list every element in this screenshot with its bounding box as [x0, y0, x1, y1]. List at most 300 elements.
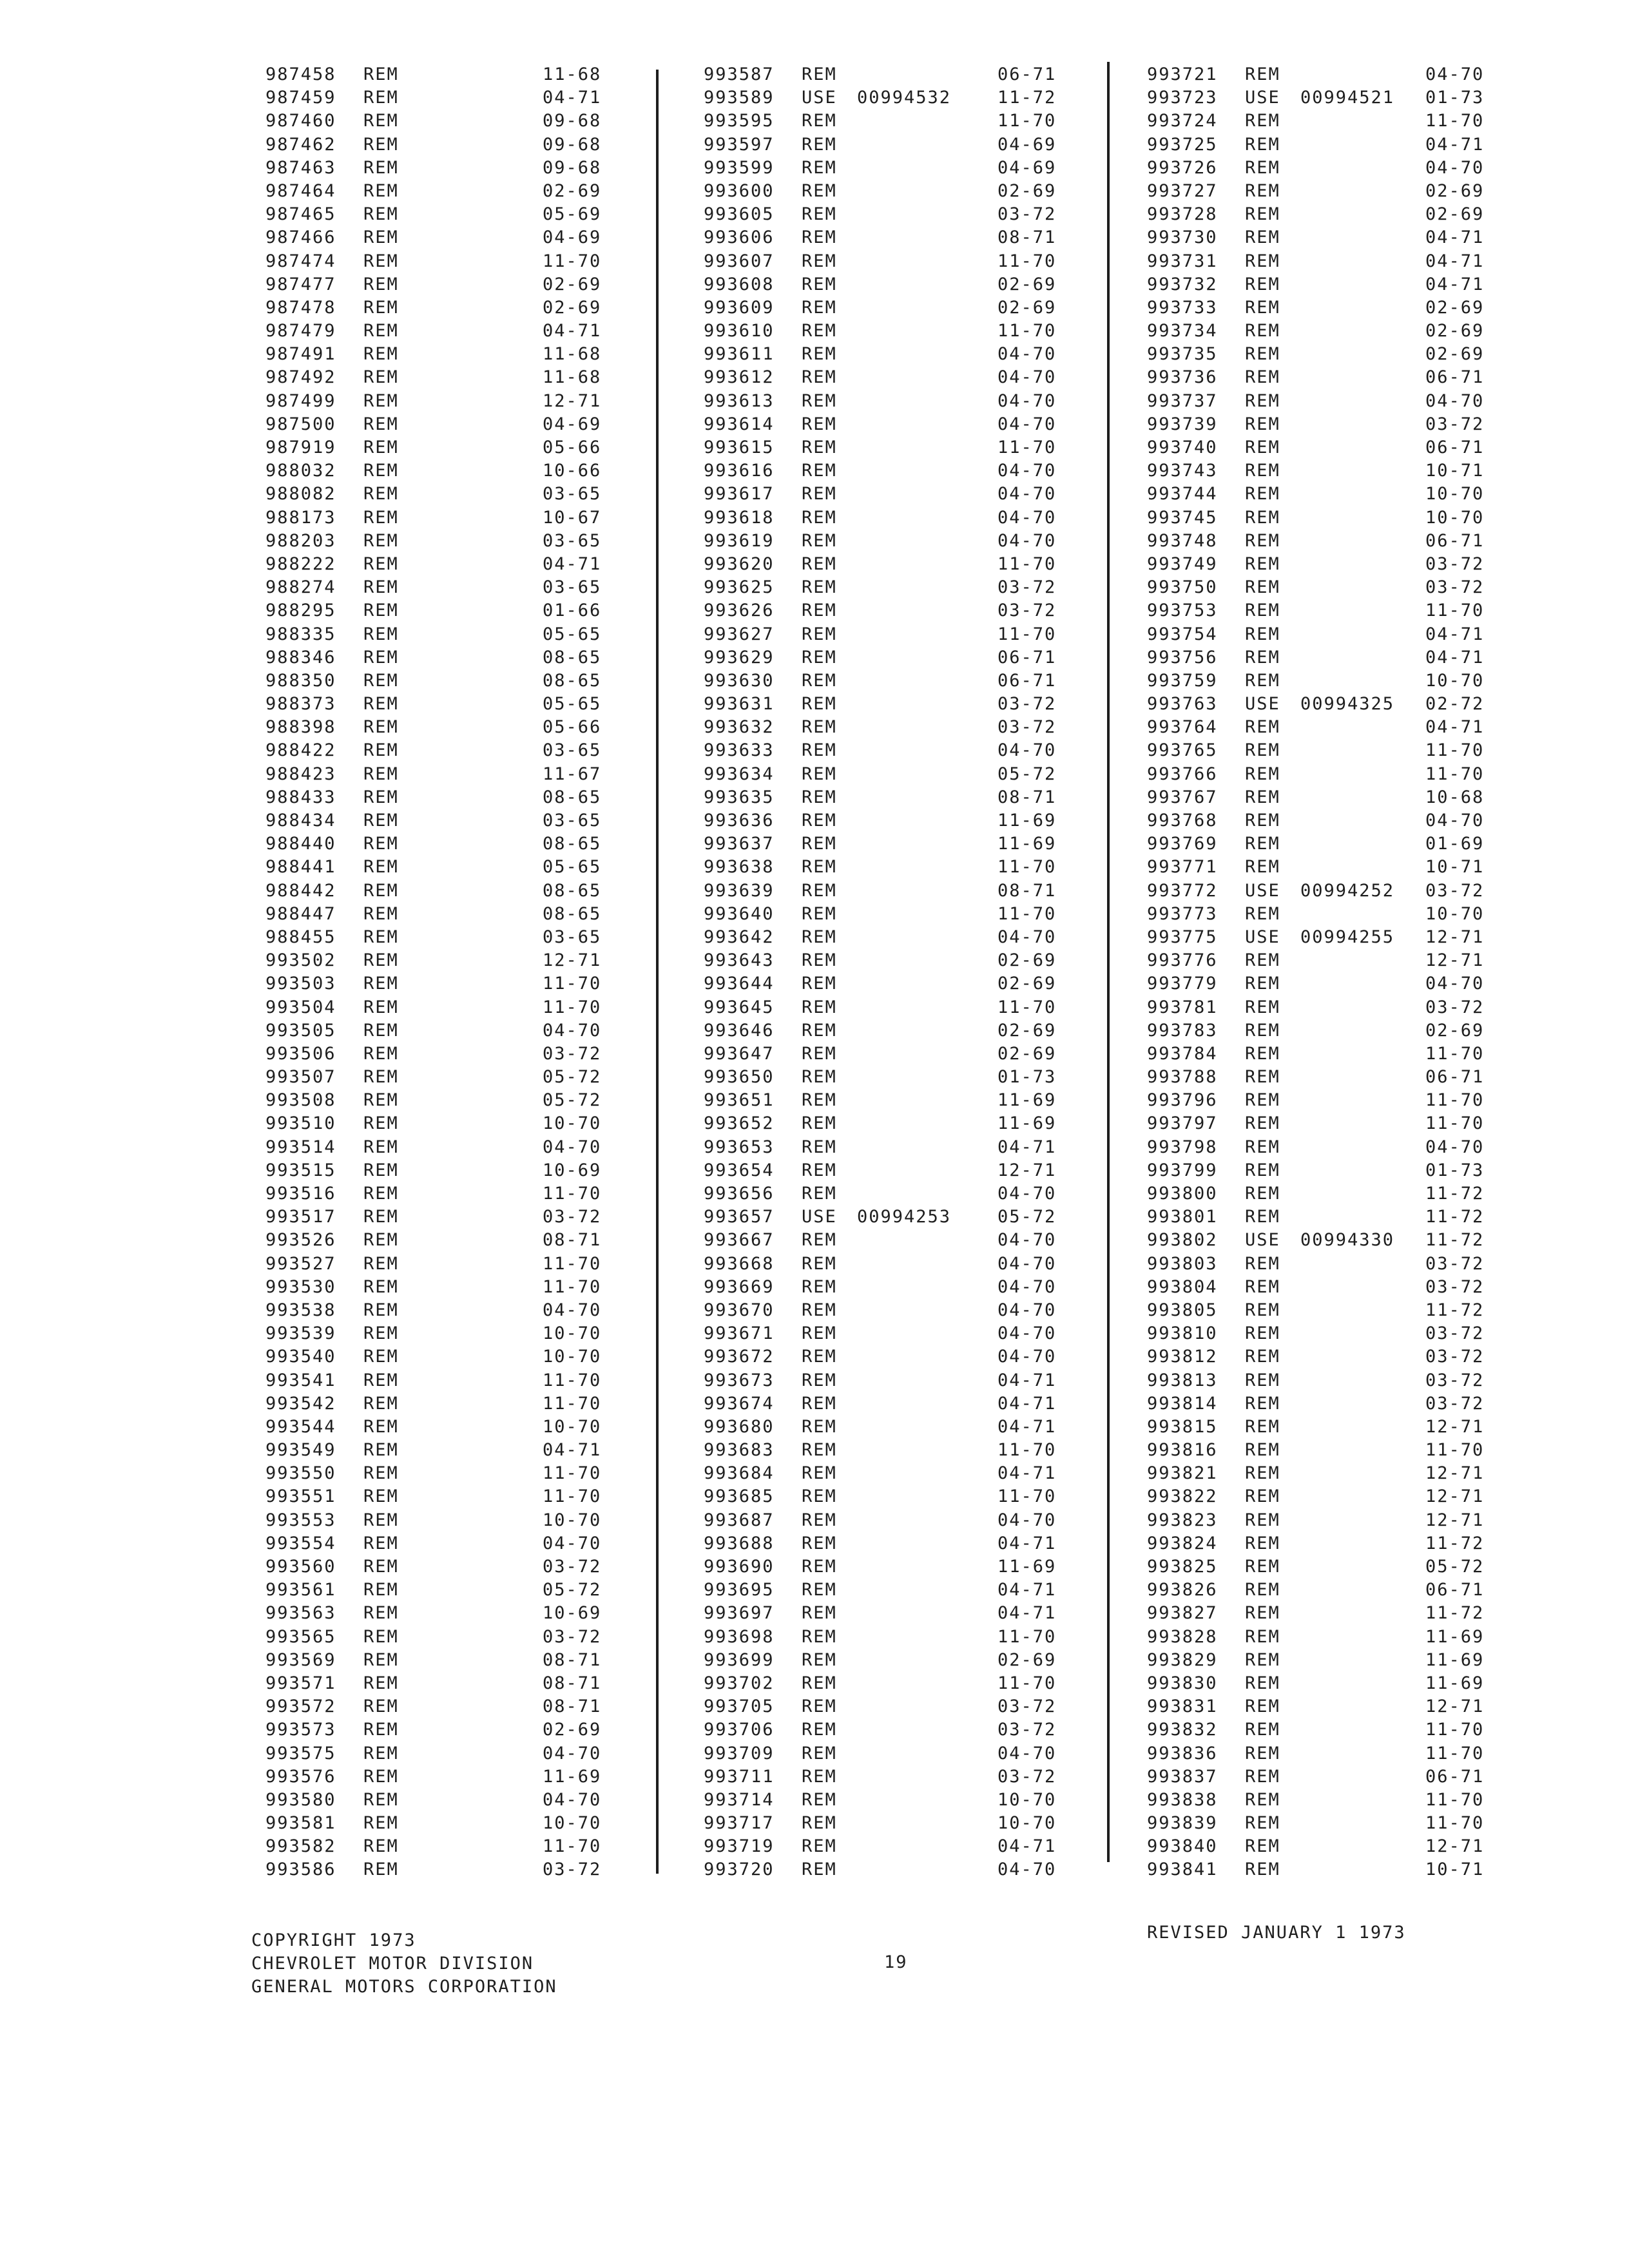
part-row — [1147, 832, 1508, 856]
date-code: 11-72 — [1425, 1230, 1485, 1251]
part-number: 993630 — [704, 670, 775, 691]
part-row — [265, 1136, 633, 1159]
part-number: 993695 — [704, 1580, 775, 1600]
part-row — [1147, 296, 1508, 320]
date-code: 04-70 — [998, 1300, 1057, 1320]
part-row — [1147, 1602, 1508, 1625]
status-code: REM — [802, 1463, 837, 1484]
part-number: 993749 — [1147, 553, 1218, 574]
part-row — [1147, 716, 1508, 739]
part-number: 993744 — [1147, 484, 1218, 505]
part-row — [265, 226, 633, 249]
date-code: 02-69 — [1425, 180, 1485, 201]
part-row — [1147, 1253, 1508, 1276]
date-code: 06-71 — [1425, 1766, 1485, 1787]
replacement-part-number: 00994532 — [857, 88, 952, 108]
status-code: USE — [1245, 1230, 1280, 1251]
part-number: 993766 — [1147, 764, 1218, 784]
part-number: 987499 — [265, 390, 336, 411]
part-number: 993587 — [704, 64, 775, 84]
page-number: 19 — [884, 1952, 908, 1972]
status-code: REM — [1245, 1043, 1280, 1064]
status-code: REM — [802, 903, 837, 924]
part-number: 988423 — [265, 764, 336, 784]
date-code: 05-72 — [543, 1090, 602, 1111]
part-number: 993764 — [1147, 717, 1218, 738]
part-list-column-2 — [704, 63, 1080, 1882]
part-number: 993508 — [265, 1090, 336, 1111]
date-code: 11-69 — [998, 1557, 1057, 1577]
date-code: 11-70 — [998, 1626, 1057, 1647]
date-code: 10-67 — [543, 507, 602, 528]
part-number: 993517 — [265, 1207, 336, 1227]
status-code: REM — [1245, 1789, 1280, 1810]
part-number: 993502 — [265, 950, 336, 971]
part-row — [704, 972, 1080, 995]
status-code: REM — [802, 507, 837, 528]
part-row — [1147, 343, 1508, 366]
date-code: 08-71 — [998, 787, 1057, 807]
part-number: 993824 — [1147, 1533, 1218, 1553]
part-row — [704, 693, 1080, 716]
date-code: 04-71 — [1425, 717, 1485, 738]
date-code: 02-69 — [543, 297, 602, 318]
part-number: 993657 — [704, 1207, 775, 1227]
part-row — [1147, 203, 1508, 226]
part-number: 993576 — [265, 1766, 336, 1787]
part-row — [265, 786, 633, 809]
part-number: 993767 — [1147, 787, 1218, 807]
status-code: REM — [363, 134, 399, 155]
part-row — [1147, 553, 1508, 576]
part-row — [265, 669, 633, 693]
status-code: REM — [802, 647, 837, 668]
status-code: REM — [1245, 601, 1280, 621]
date-code: 06-71 — [1425, 437, 1485, 457]
part-number: 993554 — [265, 1533, 336, 1553]
status-code: REM — [363, 811, 399, 831]
date-code: 04-70 — [998, 530, 1057, 551]
part-row — [1147, 483, 1508, 506]
part-row — [1147, 1043, 1508, 1066]
status-code: REM — [363, 1789, 399, 1810]
status-code: REM — [802, 1557, 837, 1577]
date-code: 02-69 — [998, 950, 1057, 971]
part-row — [1147, 1579, 1508, 1602]
part-number: 993526 — [265, 1230, 336, 1251]
date-code: 05-72 — [543, 1580, 602, 1600]
part-row — [1147, 786, 1508, 809]
status-code: REM — [802, 997, 837, 1017]
part-row — [704, 1322, 1080, 1345]
replacement-part-number: 00994255 — [1300, 927, 1395, 947]
status-code: REM — [802, 1440, 837, 1461]
part-number: 988222 — [265, 553, 336, 574]
part-number: 988295 — [265, 601, 336, 621]
part-row — [704, 459, 1080, 483]
part-number: 993771 — [1147, 857, 1218, 878]
status-code: REM — [363, 1743, 399, 1763]
part-row — [265, 1206, 633, 1229]
status-code: REM — [802, 1300, 837, 1320]
part-row — [704, 1043, 1080, 1066]
part-number: 988350 — [265, 670, 336, 691]
part-number: 993507 — [265, 1067, 336, 1088]
part-number: 993737 — [1147, 390, 1218, 411]
part-row — [1147, 506, 1508, 530]
part-number: 993840 — [1147, 1836, 1218, 1857]
date-code: 03-72 — [998, 1696, 1057, 1717]
date-code: 04-70 — [998, 740, 1057, 761]
part-row — [1147, 320, 1508, 343]
date-code: 02-69 — [998, 180, 1057, 201]
date-code: 02-69 — [1425, 321, 1485, 341]
part-number: 993687 — [704, 1510, 775, 1530]
status-code: REM — [802, 64, 837, 84]
date-code: 12-71 — [1425, 1416, 1485, 1437]
status-code: REM — [802, 1090, 837, 1111]
date-code: 01-73 — [1425, 1160, 1485, 1180]
part-row — [704, 1369, 1080, 1392]
date-code: 11-72 — [1425, 1603, 1485, 1624]
part-row — [1147, 226, 1508, 249]
status-code: REM — [1245, 134, 1280, 155]
part-row — [1147, 1089, 1508, 1112]
date-code: 04-70 — [543, 1020, 602, 1041]
part-row — [265, 413, 633, 436]
part-row — [265, 366, 633, 389]
status-code: REM — [1245, 764, 1280, 784]
part-row — [704, 110, 1080, 133]
status-code: REM — [363, 484, 399, 505]
status-code: REM — [802, 880, 837, 901]
date-code: 04-71 — [998, 1603, 1057, 1624]
part-number: 993671 — [704, 1323, 775, 1344]
part-number: 993821 — [1147, 1463, 1218, 1484]
part-row — [265, 273, 633, 296]
date-code: 11-70 — [543, 1253, 602, 1274]
status-code: REM — [802, 390, 837, 411]
date-code: 11-72 — [1425, 1533, 1485, 1553]
status-code: REM — [802, 1626, 837, 1647]
part-number: 993805 — [1147, 1300, 1218, 1320]
status-code: REM — [802, 1603, 837, 1624]
part-row — [1147, 1416, 1508, 1439]
status-code: REM — [802, 1020, 837, 1041]
status-code: REM — [1245, 321, 1280, 341]
date-code: 04-70 — [998, 1184, 1057, 1204]
part-row — [265, 203, 633, 226]
part-row — [704, 1439, 1080, 1462]
status-code: REM — [1245, 484, 1280, 505]
date-code: 02-69 — [1425, 344, 1485, 365]
date-code: 04-70 — [1425, 157, 1485, 178]
part-row — [704, 226, 1080, 249]
date-code: 05-66 — [543, 717, 602, 738]
status-code: REM — [363, 111, 399, 131]
date-code: 11-70 — [998, 857, 1057, 878]
part-row — [265, 63, 633, 86]
status-code: REM — [363, 1626, 399, 1647]
status-code: REM — [1245, 974, 1280, 994]
date-code: 04-71 — [543, 553, 602, 574]
part-list-column-3 — [1147, 63, 1508, 1882]
part-row — [1147, 576, 1508, 599]
status-code: REM — [363, 880, 399, 901]
status-code: REM — [1245, 1696, 1280, 1717]
date-code: 05-65 — [543, 694, 602, 715]
status-code: REM — [802, 1370, 837, 1390]
status-code: REM — [363, 1836, 399, 1857]
part-number: 993561 — [265, 1580, 336, 1600]
date-code: 11-70 — [998, 437, 1057, 457]
status-code: REM — [802, 111, 837, 131]
status-code: REM — [802, 577, 837, 598]
part-number: 993831 — [1147, 1696, 1218, 1717]
date-code: 04-71 — [543, 88, 602, 108]
part-number: 993745 — [1147, 507, 1218, 528]
part-row — [265, 1229, 633, 1252]
date-code: 11-70 — [998, 997, 1057, 1017]
status-code: REM — [363, 344, 399, 365]
part-number: 993706 — [704, 1720, 775, 1740]
part-number: 993773 — [1147, 903, 1218, 924]
status-code: REM — [802, 484, 837, 505]
status-code: REM — [363, 1696, 399, 1717]
status-code: REM — [802, 1720, 837, 1740]
status-code: USE — [1245, 88, 1280, 108]
date-code: 03-72 — [998, 717, 1057, 738]
part-row — [1147, 1369, 1508, 1392]
date-code: 10-68 — [1425, 787, 1485, 807]
date-code: 10-70 — [1425, 484, 1485, 505]
status-code: REM — [1245, 64, 1280, 84]
status-code: REM — [1245, 647, 1280, 668]
status-code: REM — [363, 764, 399, 784]
date-code: 10-70 — [543, 1323, 602, 1344]
status-code: REM — [802, 1276, 837, 1297]
date-code: 11-70 — [1425, 111, 1485, 131]
part-number: 993540 — [265, 1347, 336, 1367]
part-number: 993832 — [1147, 1720, 1218, 1740]
part-row — [704, 1089, 1080, 1112]
part-row — [704, 530, 1080, 553]
part-row — [1147, 1485, 1508, 1508]
part-number: 993515 — [265, 1160, 336, 1180]
status-code: REM — [1245, 624, 1280, 644]
part-row — [704, 739, 1080, 762]
part-number: 993634 — [704, 764, 775, 784]
date-code: 04-69 — [998, 134, 1057, 155]
part-row — [704, 1182, 1080, 1206]
part-row — [265, 436, 633, 459]
part-number: 993544 — [265, 1416, 336, 1437]
part-row — [1147, 1019, 1508, 1043]
status-code: REM — [1245, 297, 1280, 318]
status-code: REM — [363, 390, 399, 411]
date-code: 12-71 — [1425, 927, 1485, 947]
part-number: 987466 — [265, 227, 336, 248]
part-number: 988335 — [265, 624, 336, 644]
part-row — [265, 646, 633, 669]
part-row — [265, 1649, 633, 1672]
status-code: REM — [802, 1673, 837, 1693]
part-row — [265, 530, 633, 553]
part-row — [704, 273, 1080, 296]
part-row — [265, 599, 633, 622]
part-number: 993748 — [1147, 530, 1218, 551]
part-number: 993600 — [704, 180, 775, 201]
date-code: 10-70 — [1425, 507, 1485, 528]
date-code: 05-69 — [543, 204, 602, 225]
part-number: 993753 — [1147, 601, 1218, 621]
part-number: 987492 — [265, 367, 336, 388]
part-row — [1147, 972, 1508, 995]
part-row — [265, 1182, 633, 1206]
part-row — [1147, 1765, 1508, 1789]
status-code: REM — [1245, 1649, 1280, 1670]
status-code: REM — [1245, 1440, 1280, 1461]
status-code: REM — [363, 437, 399, 457]
date-code: 06-71 — [998, 670, 1057, 691]
part-row — [265, 1812, 633, 1835]
part-row — [265, 903, 633, 926]
date-code: 04-70 — [998, 367, 1057, 388]
part-row — [704, 1066, 1080, 1089]
date-code: 03-72 — [1425, 577, 1485, 598]
date-code: 08-71 — [543, 1673, 602, 1693]
part-row — [704, 1602, 1080, 1625]
date-code: 04-70 — [1425, 1137, 1485, 1157]
status-code: REM — [802, 1510, 837, 1530]
status-code: REM — [363, 670, 399, 691]
status-code: REM — [1245, 1323, 1280, 1344]
status-code: REM — [1245, 1020, 1280, 1041]
part-row — [1147, 273, 1508, 296]
date-code: 04-71 — [998, 1416, 1057, 1437]
part-number: 993781 — [1147, 997, 1218, 1017]
date-code: 11-70 — [1425, 1090, 1485, 1111]
date-code: 08-65 — [543, 834, 602, 854]
status-code: REM — [1245, 1347, 1280, 1367]
division-line: CHEVROLET MOTOR DIVISION — [251, 1954, 534, 1974]
part-row — [265, 157, 633, 180]
date-code: 04-70 — [543, 1789, 602, 1810]
part-row — [1147, 63, 1508, 86]
part-row — [704, 1579, 1080, 1602]
date-code: 04-69 — [543, 414, 602, 434]
part-number: 993642 — [704, 927, 775, 947]
date-code: 04-71 — [1425, 647, 1485, 668]
part-number: 993652 — [704, 1113, 775, 1134]
status-code: REM — [802, 1230, 837, 1251]
part-row — [1147, 903, 1508, 926]
part-number: 993680 — [704, 1416, 775, 1437]
status-code: REM — [363, 1649, 399, 1670]
part-number: 993804 — [1147, 1276, 1218, 1297]
date-code: 11-70 — [1425, 1720, 1485, 1740]
part-number: 993549 — [265, 1440, 336, 1461]
part-number: 993719 — [704, 1836, 775, 1857]
part-row — [704, 1555, 1080, 1579]
part-row — [704, 553, 1080, 576]
part-row — [1147, 1206, 1508, 1229]
part-number: 993599 — [704, 157, 775, 178]
status-code: REM — [802, 1184, 837, 1204]
part-number: 993505 — [265, 1020, 336, 1041]
status-code: REM — [802, 414, 837, 434]
part-number: 993608 — [704, 274, 775, 294]
part-row — [704, 1835, 1080, 1858]
part-number: 993798 — [1147, 1137, 1218, 1157]
part-row — [704, 949, 1080, 972]
status-code: REM — [1245, 1743, 1280, 1763]
part-number: 988433 — [265, 787, 336, 807]
part-number: 993612 — [704, 367, 775, 388]
part-number: 993565 — [265, 1626, 336, 1647]
part-row — [1147, 1439, 1508, 1462]
date-code: 02-72 — [1425, 694, 1485, 715]
date-code: 09-68 — [543, 157, 602, 178]
status-code: REM — [1245, 1626, 1280, 1647]
part-row — [704, 996, 1080, 1019]
part-number: 988274 — [265, 577, 336, 598]
status-code: REM — [363, 367, 399, 388]
status-code: REM — [802, 834, 837, 854]
part-number: 988398 — [265, 717, 336, 738]
date-code: 11-70 — [543, 997, 602, 1017]
part-number: 993597 — [704, 134, 775, 155]
part-number: 993613 — [704, 390, 775, 411]
status-code: REM — [802, 974, 837, 994]
part-number: 993646 — [704, 1020, 775, 1041]
part-row — [704, 1718, 1080, 1742]
date-code: 03-72 — [1425, 1276, 1485, 1297]
status-code: REM — [1245, 111, 1280, 131]
part-number: 993589 — [704, 88, 775, 108]
status-code: REM — [363, 157, 399, 178]
status-code: REM — [1245, 437, 1280, 457]
part-row — [265, 1765, 633, 1789]
replacement-part-number: 00994325 — [1300, 694, 1395, 715]
date-code: 11-70 — [998, 111, 1057, 131]
status-code: REM — [1245, 553, 1280, 574]
part-row — [265, 1579, 633, 1602]
date-code: 04-70 — [998, 927, 1057, 947]
part-number: 987463 — [265, 157, 336, 178]
date-code: 04-70 — [1425, 811, 1485, 831]
part-row — [265, 1392, 633, 1416]
part-number: 987477 — [265, 274, 336, 294]
status-code: REM — [363, 251, 399, 271]
part-row — [704, 926, 1080, 949]
part-row — [265, 1299, 633, 1322]
part-number: 988032 — [265, 461, 336, 481]
part-number: 993765 — [1147, 740, 1218, 761]
part-row — [1147, 1345, 1508, 1369]
part-row — [265, 1742, 633, 1765]
status-code: REM — [363, 1510, 399, 1530]
part-number: 993728 — [1147, 204, 1218, 225]
part-row — [265, 1602, 633, 1625]
status-code: REM — [1245, 950, 1280, 971]
status-code: REM — [1245, 1603, 1280, 1624]
status-code: REM — [1245, 274, 1280, 294]
status-code: REM — [1245, 1813, 1280, 1834]
status-code: REM — [363, 1090, 399, 1111]
part-number: 993702 — [704, 1673, 775, 1693]
date-code: 11-72 — [1425, 1300, 1485, 1320]
